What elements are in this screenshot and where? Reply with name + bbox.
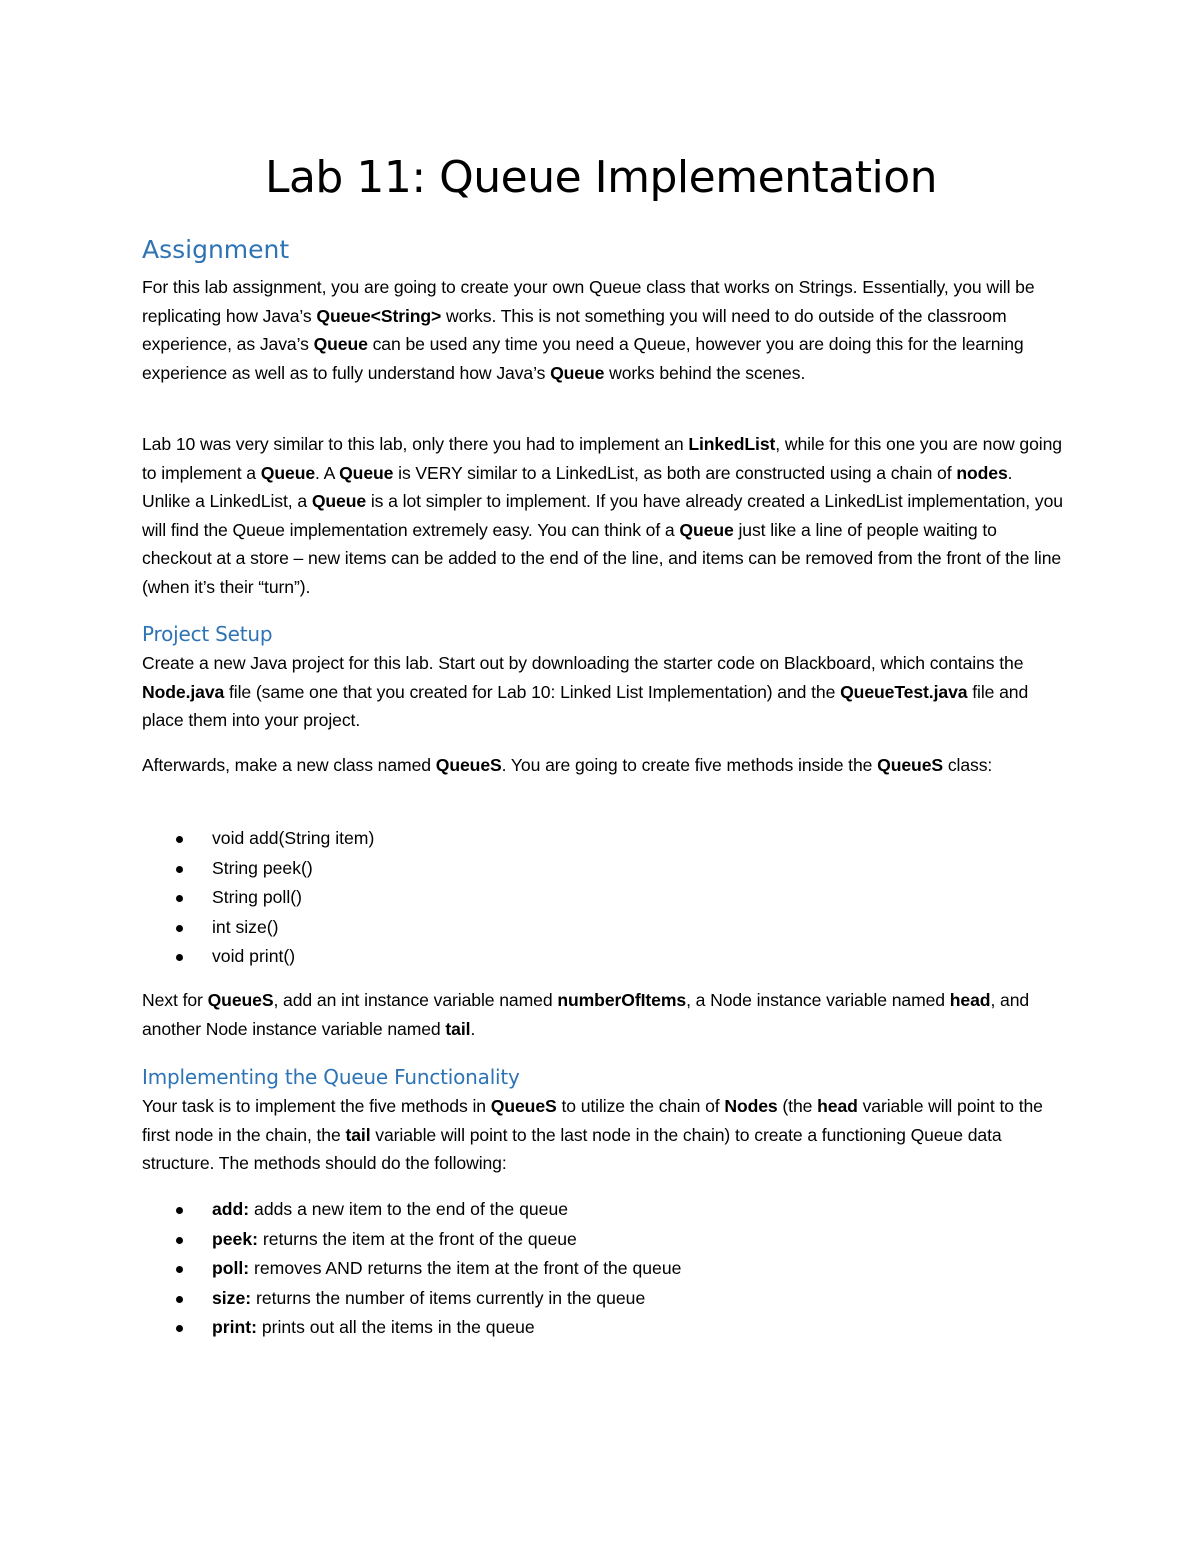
text-run: variable will point to the last node in the chain) to create a functioning Queue data structure. The methods should do the following: — [142, 1124, 1002, 1173]
bold-text: poll: — [212, 1258, 250, 1278]
paragraph-instance-variables — [142, 986, 1064, 1043]
paragraph-implementation-task — [142, 1092, 1064, 1178]
text-run: is VERY similar to a LinkedList, as both are constructed using a chain of — [393, 462, 957, 483]
bold-text: head — [949, 990, 991, 1010]
list-item — [142, 1254, 681, 1284]
text-run: , a Node instance variable named — [686, 990, 950, 1010]
bold-text: Nodes — [724, 1096, 778, 1116]
behavior-list — [142, 1195, 681, 1343]
bold-text: head — [817, 1096, 858, 1116]
text-run: is a lot simpler to implement. If you have already created a LinkedList implementation, you will find the Queue implementation extremely easy. You can think of a — [142, 491, 1063, 540]
bullet-icon — [176, 1296, 183, 1303]
method-list — [142, 824, 374, 972]
text-run: removes AND returns the item at the front of the queue — [249, 1258, 682, 1278]
text-run: String peek() — [212, 857, 313, 878]
bold-text: numberOfItems — [557, 990, 687, 1010]
bold-text: Queue — [313, 334, 368, 354]
bold-text: Queue — [339, 462, 394, 483]
bullet-icon — [176, 1237, 183, 1244]
bold-text: QueueS — [877, 755, 944, 775]
bullet-icon — [176, 954, 183, 961]
text-run: returns the item at the front of the queue — [257, 1228, 577, 1249]
bold-text: QueueS — [435, 755, 502, 775]
paragraph-setup-instructions — [142, 649, 1064, 735]
text-run: . Unlike a LinkedList, a — [142, 462, 1013, 511]
text-run: variable will point to the first node in the chain, the — [142, 1096, 1043, 1145]
text-run: returns the number of items currently in the queue — [251, 1287, 646, 1308]
text-run: Create a new Java project for this lab. Start out by downloading the starter code on Blackboard, which contains the — [142, 653, 1024, 673]
text-run: to utilize the chain of — [556, 1096, 725, 1116]
bold-text: tail — [445, 1018, 471, 1039]
bold-text: add: — [212, 1199, 250, 1219]
paragraph-lab10-comparison — [142, 430, 1064, 601]
bullet-icon — [176, 866, 183, 873]
text-run: , while for this one you are now going to implement a — [142, 434, 1062, 483]
heading-implementing: Implementing the Queue Functionality — [142, 1065, 520, 1089]
text-run: String poll() — [212, 887, 302, 907]
bullet-icon — [176, 895, 183, 902]
text-run: void print() — [212, 946, 296, 966]
text-run: . — [470, 1018, 476, 1039]
text-run: void add(String item) — [212, 828, 375, 848]
list-item — [142, 854, 374, 884]
heading-assignment: Assignment — [142, 235, 290, 264]
text-run: . You are going to create five methods inside the — [501, 755, 878, 775]
bold-text: QueueS — [490, 1096, 557, 1116]
bold-text: tail — [345, 1124, 371, 1145]
text-run: Next for — [142, 990, 208, 1010]
text-run: Afterwards, make a new class named — [142, 755, 436, 775]
text-run: file and place them into your project. — [142, 681, 1029, 730]
text-run: works. This is not something you will need to do outside of the classroom experience, as Java’s — [142, 305, 1007, 354]
list-item — [142, 824, 374, 854]
bold-text: Queue<String> — [316, 305, 442, 326]
heading-project-setup: Project Setup — [142, 622, 273, 646]
text-run: just like a line of people waiting to checkout at a store – new items can be added to the end of the line, and items can be removed from the front of the line (when it’s their “turn”). — [142, 519, 1062, 597]
text-run: int size() — [212, 916, 279, 937]
text-run: , add an int instance variable named — [273, 990, 558, 1010]
text-run: For this lab assignment, you are going to create your own Queue class that works on Strings. Essentially, you will be replicating how Java’s — [142, 277, 1035, 326]
bullet-icon — [176, 836, 183, 843]
bullet-icon — [176, 1207, 183, 1214]
text-run: can be used any time you need a Queue, however you are doing this for the learning experience as well as to fully understand how Java’s — [142, 334, 1024, 383]
bold-text: Queue — [260, 462, 316, 483]
text-run: adds a new item to the end of the queue — [249, 1199, 569, 1219]
bullet-icon — [176, 1325, 183, 1332]
paragraph-assignment-intro — [142, 273, 1064, 387]
text-run: Your task is to implement the five methods in — [142, 1096, 491, 1116]
bold-text: size: — [212, 1287, 252, 1308]
list-item — [142, 883, 374, 913]
bold-text: QueueTest.java — [840, 681, 968, 702]
list-item — [142, 942, 374, 972]
list-item — [142, 1313, 681, 1343]
list-item — [142, 913, 374, 943]
bold-text: LinkedList — [688, 434, 776, 454]
bold-text: Queue — [679, 519, 734, 540]
bold-text: peek: — [212, 1228, 258, 1249]
text-run: , and another Node instance variable named — [142, 990, 1030, 1039]
bullet-icon — [176, 925, 183, 932]
text-run: works behind the scenes. — [604, 362, 806, 383]
bold-text: Queue — [311, 491, 367, 511]
list-item — [142, 1225, 681, 1255]
text-run: class: — [943, 755, 993, 775]
bold-text: Queue — [550, 362, 605, 383]
text-run: Lab 10 was very similar to this lab, only there you had to implement an — [142, 434, 689, 454]
bold-text: QueueS — [207, 990, 274, 1010]
bullet-icon — [176, 1266, 183, 1273]
bold-text: Node.java — [142, 681, 225, 702]
bold-text: nodes — [956, 462, 1008, 483]
paragraph-create-class — [142, 751, 1064, 780]
page-title: Lab 11: Queue Implementation — [264, 152, 938, 203]
list-item — [142, 1195, 681, 1225]
text-run: prints out all the items in the queue — [256, 1317, 535, 1337]
list-item — [142, 1284, 681, 1314]
text-run: file (same one that you created for Lab 10: Linked List Implementation) and the — [224, 681, 841, 702]
text-run: (the — [777, 1096, 818, 1116]
bold-text: print: — [212, 1317, 257, 1337]
text-run: . A — [315, 462, 340, 483]
